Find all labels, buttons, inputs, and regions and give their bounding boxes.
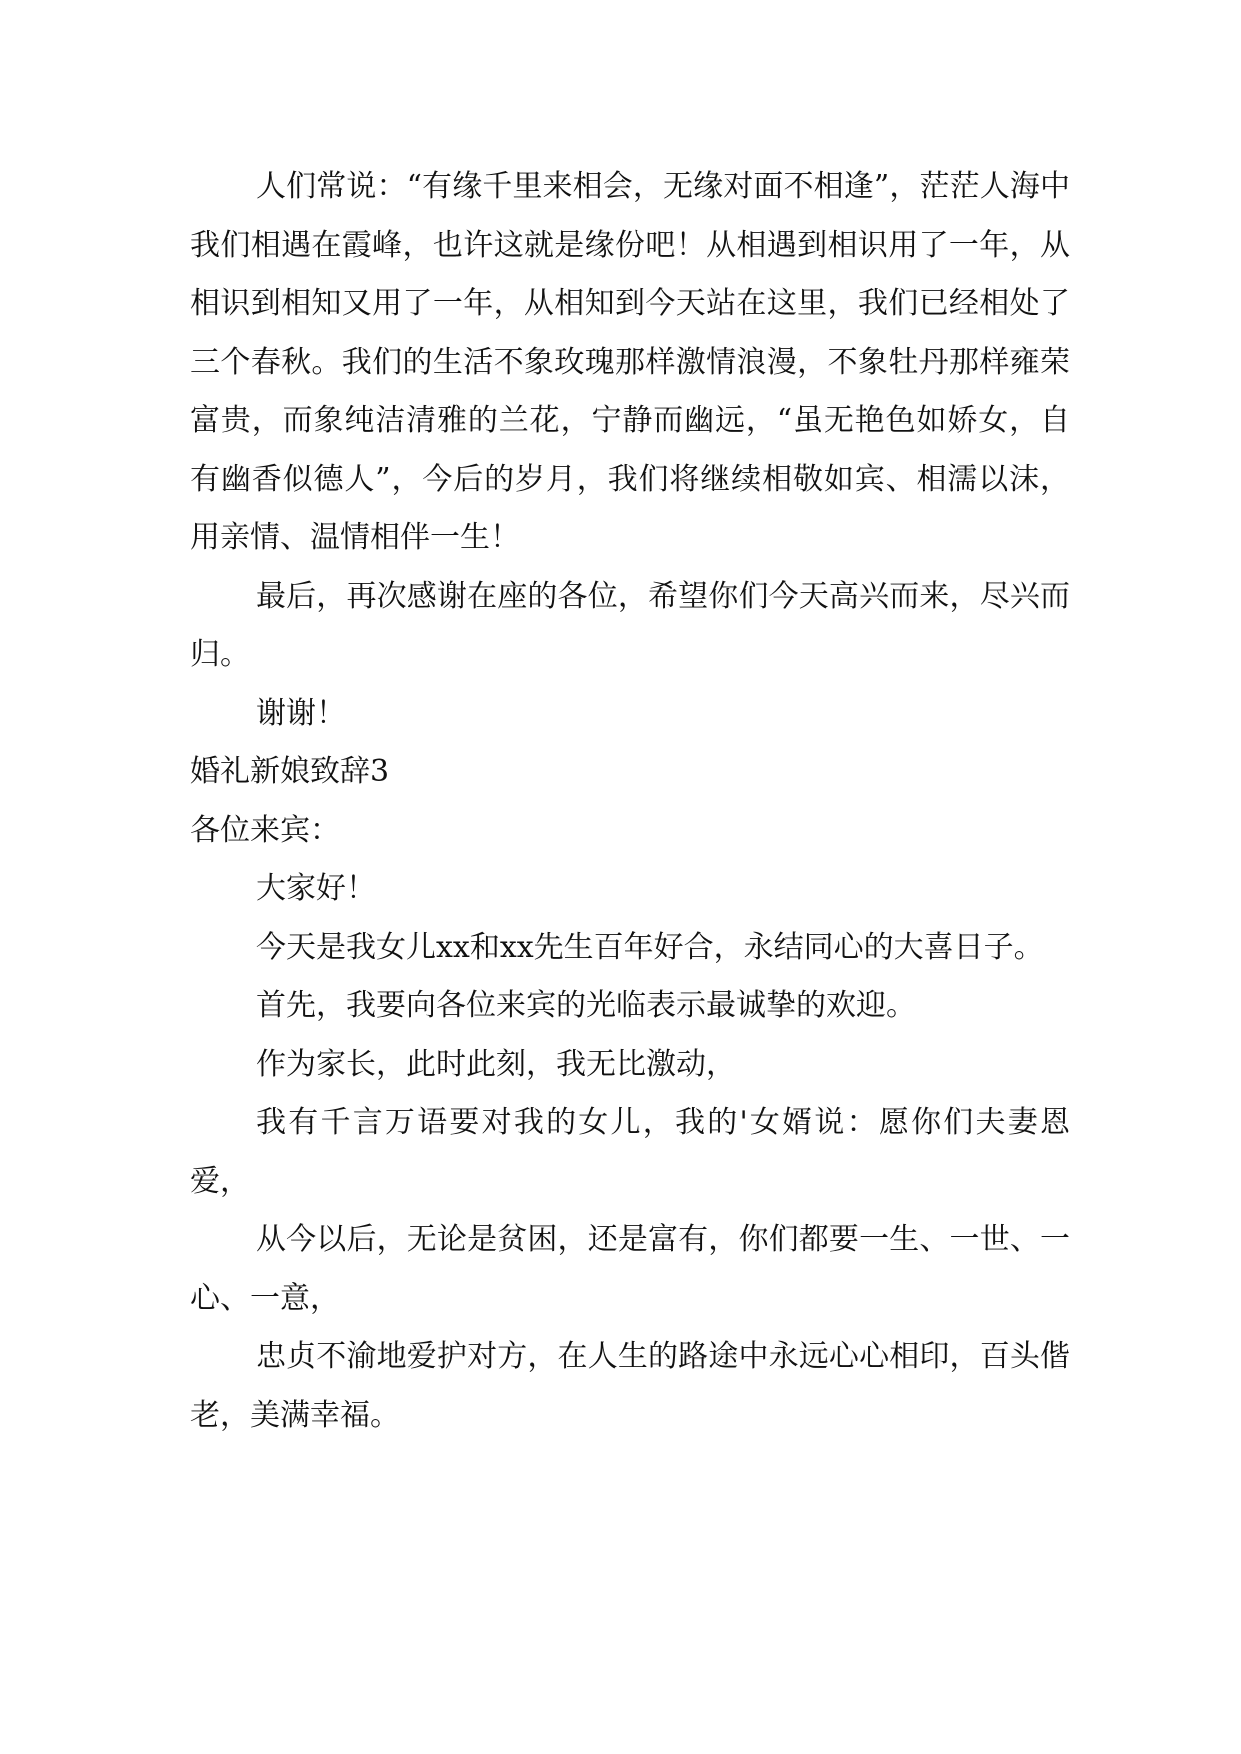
section-heading: 婚礼新娘致辞3 [190,754,390,789]
paragraph-occasion: 今天是我女儿xx和xx先生百年好合，永结同心的大喜日子。 [256,929,1044,965]
paragraph-thank-you: 谢谢！ [256,695,346,731]
salutation: 各位来宾： [190,812,340,848]
document-body [190,158,1070,1445]
paragraph-closing-thanks: 最后，再次感谢在座的各位，希望你们今天高兴而来，尽兴而归。 [190,578,1070,672]
paragraph-wish: 我有千言万语要对我的女儿，我的'女婿说：愿你们夫妻恩爱， [190,1105,1070,1199]
paragraph-emotion: 作为家长，此时此刻，我无比激动， [256,1046,736,1082]
paragraph-story: 人们常说：“有缘千里来相会，无缘对面不相逢”，茫茫人海中我们相遇在霞峰，也许这就是缘份吧！从相遇到相识用了一年，从相识到相知又用了一年，从相知到今天站在这里，我们已经相处了三个春秋。我们的生活不象玫瑰那样激情浪漫，不象牡丹那样雍荣富贵，而象纯洁清雅的兰花，宁静而幽远，“虽无艳色如娇女，自有幽香似德人”，今后的岁月，我们将继续相敬如宾、相濡以沫，用亲情、温情相伴一生！ [190,169,1070,555]
paragraph-welcome: 首先，我要向各位来宾的光临表示最诚挚的欢迎。 [256,988,916,1023]
paragraph-vow: 从今以后，无论是贫困，还是富有，你们都要一生、一世、一心、一意， [190,1222,1070,1316]
paragraph-greeting: 大家好！ [256,871,376,906]
paragraph-blessing: 忠贞不渝地爱护对方，在人生的路途中永远心心相印，百头偕老，美满幸福。 [190,1339,1070,1433]
